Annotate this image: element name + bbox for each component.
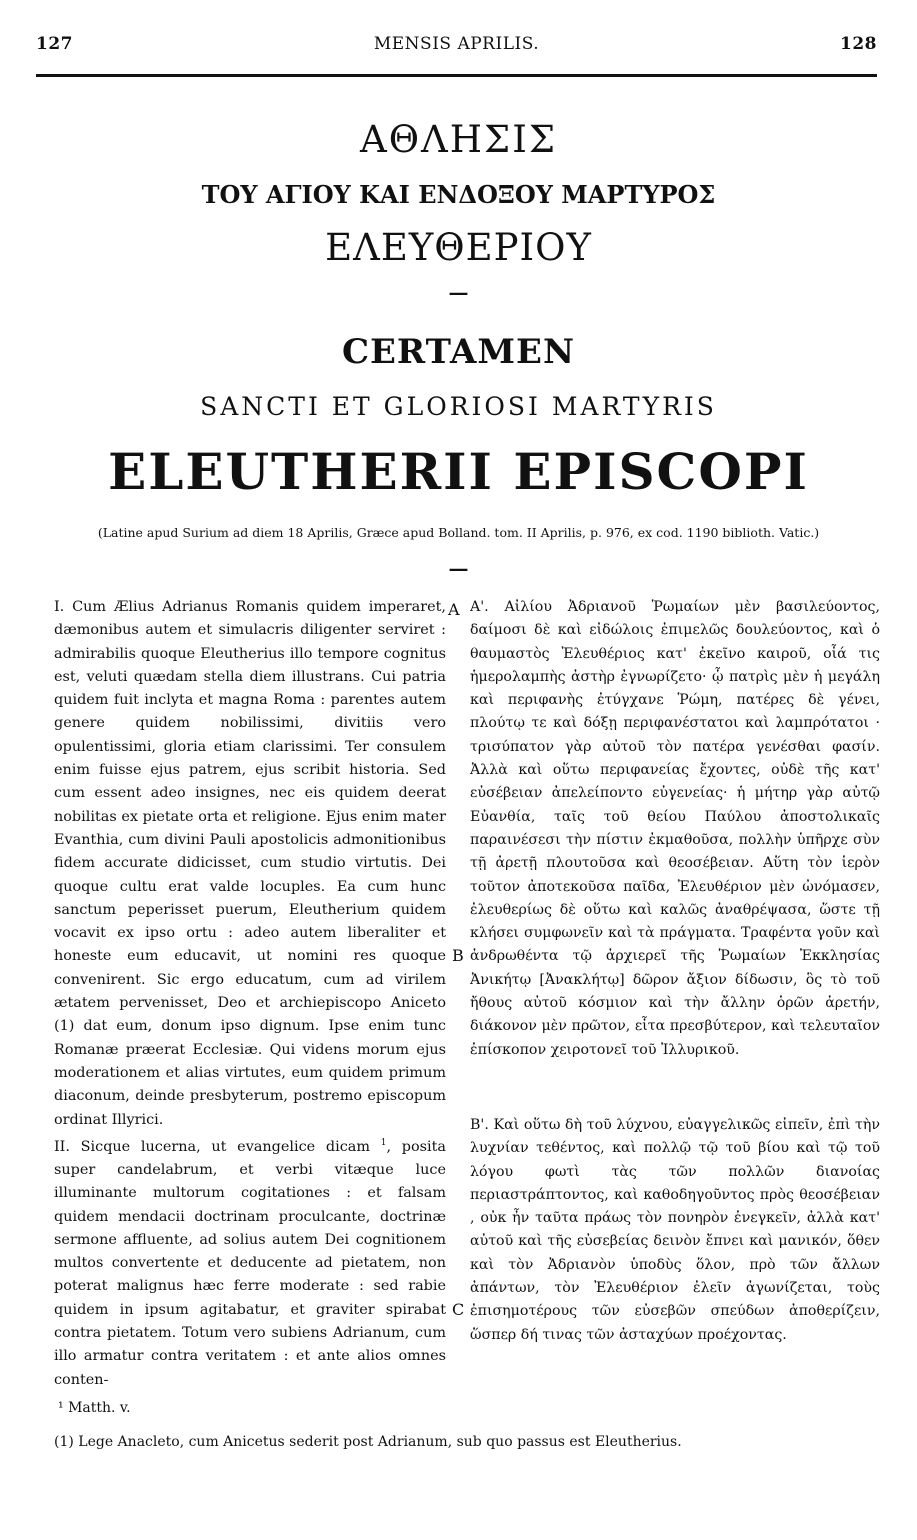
running-head	[36, 30, 877, 58]
greek-title-line-2: ΤΟΥ ΑΓΙΟΥ ΚΑΙ ΕΝΔΟΞΟΥ ΜΑΡΤΥΡΟΣ	[201, 180, 716, 209]
running-title: MENSIS APRILIS.	[373, 34, 540, 54]
latin-paragraph-2	[54, 1132, 446, 1392]
footnote-2: (1) Lege Anacleto, cum Anicetus sederit post Adrianum, sub quo passus est Eleutherius.	[54, 1434, 682, 1450]
latin-column	[54, 596, 446, 1392]
greek-title-line-3: ΕΛΕΥΘΕΡΙΟΥ	[325, 226, 592, 269]
title-separator: —	[448, 280, 469, 304]
paragraph-gap	[470, 1062, 880, 1114]
footnote-1: ¹ Matth. v.	[58, 1400, 131, 1416]
latin-paragraph-2-start: II. Sicque lucerna, ut evangelice dicam	[54, 1138, 381, 1155]
margin-marker-b: B	[452, 946, 464, 965]
greek-title-line-1: ΑΘΛΗΣΙΣ	[360, 118, 557, 161]
latin-paragraph-2-rest: , posita super candelabrum, et verbi vitæque luce illuminante multorum cogitationes : et falsam quidem mendacii doctrinam proculcante, doctrinæ sermone affluente, ad solius autem Dei cognitionem multos convertente et deducente ad pietatem, non poterat malignus hæc ferre moderate : sed rabie quidem in ipsum agitabatur, et graviter spirabat contra pietatem. Totum vero subiens Adrianum, cum illo armatur contra veritatem : et ante alios omnes conten-	[54, 1138, 446, 1388]
source-note: (Latine apud Surium ad diem 18 Aprilis, Græce apud Bolland. tom. II Aprilis, p. 976, ex cod. 1190 biblioth. Vatic.)	[97, 525, 820, 540]
margin-marker-c: C	[452, 1300, 465, 1319]
latin-paragraph-1: I. Cum Ælius Adrianus Romanis quidem imperaret, dæmonibus autem et simulacris diligenter serviret : admirabilis quoque Eleutherius illo tempore cognitus est, veluti quædam stella diem illustrans. Cui patria quidem fuit inclyta et magna Roma : parentes autem genere quidem nobilissimi, divitiis vero opulentissimi, gloria etiam clarissimi. Ter consulem enim fuisse ejus patrem, ejus scribit historia. Sed cum essent adeo insignes, nec eis quidem deerat nobilitas ex pietate orta et religione. Ejus enim mater Evanthia, cum divini Pauli apostolicis admonitionibus fidem accurate didicisset, cum studio virtutis. Dei quoque cultu erat valde locuples. Ea cum hunc sanctum peperisset puerum, Eleutherium quidem vocavit ex ipso ortu : adeo autem liberaliter et honeste eum educavit, ut nomini res quoque convenirent. Sic ergo educatum, cum ad virilem ætatem pervenisset, Deo et archiepiscopo Aniceto (1) dat eum, donum ipso dignum. Ipse enim tunc Romanæ præerat Ecclesiæ. Qui videns morum ejus moderationem et alias virtutes, eum quidem primum diaconum, deinde presbyterum, postremo episcopum ordinat Illyrici.	[54, 599, 446, 1128]
greek-column	[470, 596, 880, 1347]
latin-title-line-3: ELEUTHERII EPISCOPI	[108, 442, 809, 501]
page-number-left: 127	[36, 34, 73, 54]
section-separator: —	[448, 556, 469, 580]
latin-title-line-2: SANCTI ET GLORIOSI MARTYRIS	[200, 392, 717, 421]
footnote-ref: 1	[380, 1137, 387, 1148]
greek-paragraph-1: Α'. Αἰλίου Ἀδριανοῦ Ῥωμαίων μὲν βασιλεύοντος, δαίμοσι δὲ καὶ εἰδώλοις ἐπιμελῶς δουλεύοντος, καὶ ὁ θαυμαστὸς Ἐλευθέριος κατ' ἐκεῖνο καιροῦ, οἷά τις ἡμερολαμπὴς ἀστὴρ ἐγνωρίζετο· ᾧ πατρὶς μὲν ἡ μεγάλη καὶ περιφανὴς ἐτύγχανε Ῥώμη, πατέρες δὲ γένει, πλούτῳ τε καὶ δόξῃ περιφανέστατοι καὶ λαμπρότατοι · τρισύπατον γὰρ αὐτοῦ τὸν πατέρα γενέσθαι φασίν. Ἀλλὰ καὶ οὕτω περιφανείας ἔχοντες, οὐδὲ τῆς κατ' εὐσέβειαν ἀπελείποντο εὐγενείας· ἡ μήτηρ γὰρ αὐτῷ Εὐανθία, ταῖς τοῦ θείου Παύλου ἀποστολικαῖς παραινέσεσι τὴν πίστιν ἐκμαθοῦσα, πολλὴν ὑπῆρχε σὺν τῇ ἀρετῇ πλουτοῦσα καὶ θεοσέβειαν. Αὕτη τὸν ἱερὸν τοῦτον ἀποτεκοῦσα παῖδα, Ἐλευθέριον μὲν ὠνόμασεν, ἐλευθερίως δὲ οὕτω καὶ καλῶς ἀναθρέψασα, ὥστε τῇ κλήσει συμφωνεῖν καὶ τὰ πράγματα. Τραφέντα γοῦν καὶ ἀνδρωθέντα τῷ ἀρχιερεῖ τῆς Ῥωμαίων Ἐκκλησίας Ἀνικήτῳ [Ἀνακλήτῳ] δῶρον ἄξιον δίδωσιν, ὃς τὸ τοῦ ἤθους αὐτοῦ κόσμιον καὶ τὴν ἄλλην ὁρῶν ἀρετήν, διάκονον μὲν πρῶτον, εἶτα πρεσβύτερον, καὶ τελευταῖον ἐπίσκοπον χειροτονεῖ τοῦ Ἰλλυρικοῦ.	[470, 599, 880, 1058]
latin-title-line-1: CERTAMEN	[341, 332, 576, 372]
greek-paragraph-2: Β'. Καὶ οὕτω δὴ τοῦ λύχνου, εὐαγγελικῶς εἰπεῖν, ἐπὶ τὴν λυχνίαν τεθέντος, καὶ πολλῷ τῷ τοῦ βίου καὶ τῷ τοῦ λόγου φωτὶ τὰς τῶν πολλῶν διανοίας περιαστράπτοντος, καὶ καθοδηγοῦντος πρὸς θεοσέβειαν , οὐκ ἦν ταῦτα πράως τὸν πονηρὸν ἐνεγκεῖν, ἀλλὰ κατ' αὐτοῦ καὶ τῆς εὐσεβείας δεινὸν ἔπνει καὶ μανικόν, ὅθεν καὶ τὸν Ἀδριανὸν ὑποδὺς ὅλον, πρὸ τῶν ἄλλων ἀπάντων, τὸν Ἐλευθέριον ἐλεῖν ἀγωνίζεται, τοὺς ἐπισημοτέρους τῶν εὐσεβῶν σπεύδων ἀποθερίζειν, ὥσπερ δή τινας τῶν ἀσταχύων προέχοντας.	[470, 1116, 880, 1343]
margin-marker-a: A	[448, 600, 460, 619]
page-number-right: 128	[840, 34, 877, 54]
header-rule	[36, 74, 877, 77]
